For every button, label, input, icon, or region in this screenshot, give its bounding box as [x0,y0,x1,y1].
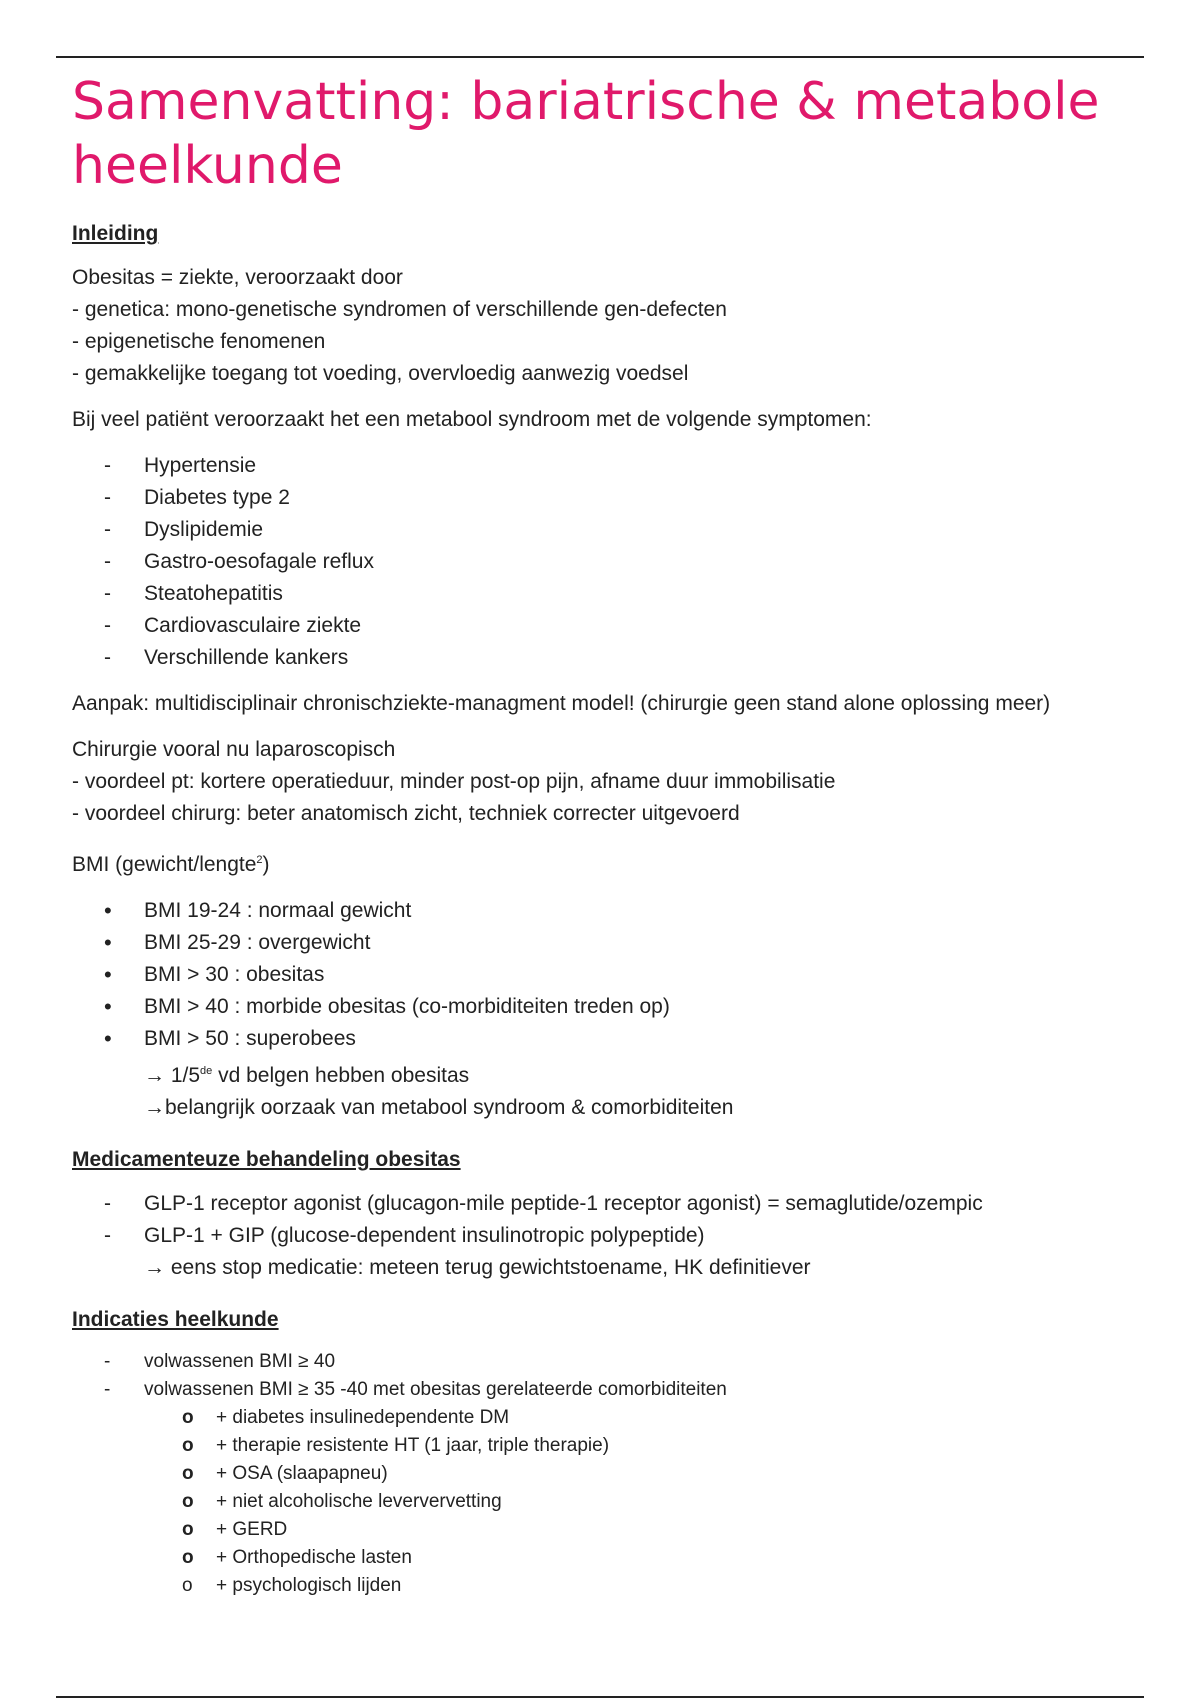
list-item: o + therapie resistente HT (1 jaar, triple therapie) [72,1432,1142,1460]
chirurgie-line: - voordeel pt: kortere operatieduur, minder post-op pijn, afname duur immobilisatie [72,770,836,793]
dash-marker: - [104,1192,111,1215]
bmi-label: BMI (gewicht/lengte$^2$) [72,853,270,876]
bullet-marker: • [104,930,112,955]
circle-marker: o [182,1575,193,1596]
symptoms-list [72,450,1142,674]
metabolic-intro: Bij veel patiënt veroorzaakt het een metabool syndroom met de volgende symptomen: [72,408,872,431]
section-heading-indicaties: Indicaties heelkunde [72,1308,279,1331]
circle-marker: o [182,1435,194,1456]
dash-marker: - [104,646,111,669]
arrow-note-medication: → eens stop medicatie: meteen terug gewichtstoename, HK definitiever [144,1256,811,1279]
list-item: - GLP-1 + GIP (glucose-dependent insulinotropic polypeptide) [72,1220,1142,1252]
list-item: • BMI > 50 : superobees [72,1023,1142,1055]
dash-marker: - [104,1224,111,1247]
bullet-marker: • [104,994,112,1019]
list-item: - Hypertensie [72,450,1142,482]
list-item: - Verschillende kankers [72,642,1142,674]
bullet-marker: • [104,1026,112,1051]
circle-marker: o [182,1407,194,1428]
top-rule [56,56,1144,58]
list-item: o + GERD [72,1516,1142,1544]
chirurgie-paragraph [72,734,1142,830]
circle-marker: o [182,1547,194,1568]
dash-marker: - [104,1351,111,1372]
page-title: Samenvatting: bariatrische & metabole heelkunde [72,72,1100,196]
list-item: - Diabetes type 2 [72,482,1142,514]
bmi-list [72,895,1142,1055]
list-item: • BMI 19-24 : normaal gewicht [72,895,1142,927]
intro-line: - gemakkelijke toegang tot voeding, overvloedig aanwezig voedsel [72,362,689,385]
list-item: - volwassenen BMI ≥ 40 [72,1348,1142,1376]
medication-list [72,1188,1142,1252]
intro-line: Obesitas = ziekte, veroorzaakt door [72,266,403,289]
circle-marker: o [182,1491,194,1512]
list-item: - Gastro-oesofagale reflux [72,546,1142,578]
dash-marker: - [104,614,111,637]
bullet-marker: • [104,962,112,987]
section-heading-medicatie: Medicamenteuze behandeling obesitas [72,1148,461,1171]
dash-marker: - [104,550,111,573]
list-item: o + OSA (slaapapneu) [72,1460,1142,1488]
circle-marker: o [182,1519,194,1540]
list-item: o + psychologisch lijden [72,1572,1142,1600]
chirurgie-line: Chirurgie vooral nu laparoscopisch [72,738,396,761]
document-page [72,70,1142,1600]
dash-marker: - [104,582,111,605]
intro-paragraph [72,262,1142,390]
arrow-note-obesitas-prevalence: → 1/5de vd belgen hebben obesitas [144,1064,470,1087]
dash-marker: - [104,518,111,541]
list-item: - Cardiovasculaire ziekte [72,610,1142,642]
bottom-rule [56,1696,1144,1698]
intro-line: - genetica: mono-genetische syndromen of verschillende gen-defecten [72,298,727,321]
list-item: - volwassenen BMI ≥ 35 -40 met obesitas gerelateerde comorbiditeiten [72,1376,1142,1404]
indications-list [72,1348,1142,1404]
bullet-marker: • [104,898,112,923]
list-item: - GLP-1 receptor agonist (glucagon-mile peptide-1 receptor agonist) = semaglutide/ozempic [72,1188,1142,1220]
dash-marker: - [104,454,111,477]
intro-line: - epigenetische fenomenen [72,330,326,353]
list-item: o + niet alcoholische leververvetting [72,1488,1142,1516]
list-item: • BMI > 40 : morbide obesitas (co-morbiditeiten treden op) [72,991,1142,1023]
dash-marker: - [104,486,111,509]
section-heading-inleiding: Inleiding [72,222,159,245]
dash-marker: - [104,1379,111,1400]
arrow-note-metabolic: →belangrijk oorzaak van metabool syndroom & comorbiditeiten [144,1096,734,1119]
comorbidity-sublist [72,1404,1142,1600]
list-item: - Dyslipidemie [72,514,1142,546]
list-item: o + diabetes insulinedependente DM [72,1404,1142,1432]
circle-marker: o [182,1463,194,1484]
list-item: o + Orthopedische lasten [72,1544,1142,1572]
chirurgie-line: - voordeel chirurg: beter anatomisch zicht, techniek correcter uitgevoerd [72,802,740,825]
list-item: - Steatohepatitis [72,578,1142,610]
aanpak-paragraph: Aanpak: multidisciplinair chronischziekte-managment model! (chirurgie geen stand alone oplossing meer) [72,692,1051,715]
list-item: • BMI 25-29 : overgewicht [72,927,1142,959]
list-item: • BMI > 30 : obesitas [72,959,1142,991]
